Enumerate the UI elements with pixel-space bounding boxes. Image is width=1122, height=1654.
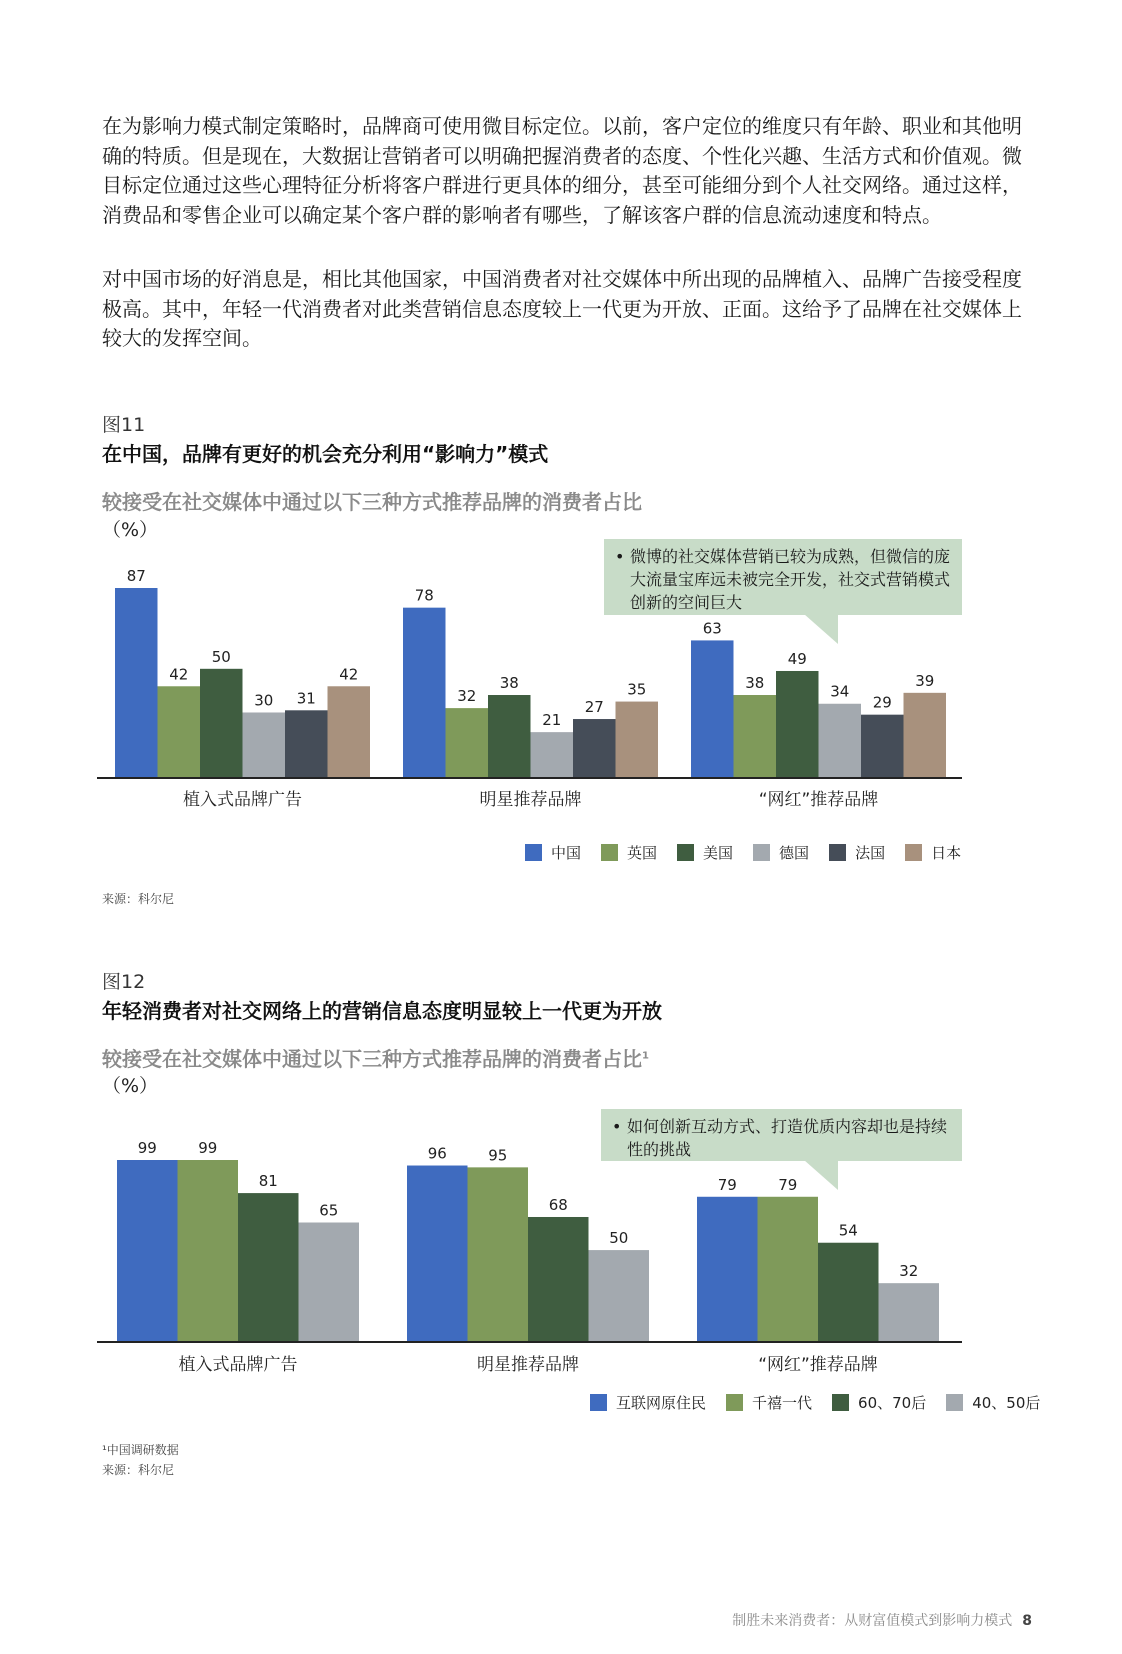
fig12-legend bbox=[570, 1392, 1040, 1413]
fig11-legend bbox=[505, 842, 961, 863]
bar-千禧一代-1 bbox=[468, 1167, 529, 1342]
fig11-source: 来源：科尔尼 bbox=[102, 892, 175, 906]
bar-日本-1 bbox=[616, 702, 659, 778]
legend-swatch bbox=[525, 844, 542, 861]
bar-value-label: 79 bbox=[717, 1175, 737, 1194]
bar-英国-1 bbox=[446, 708, 489, 778]
bar-value-label: 42 bbox=[169, 665, 189, 684]
legend-swatch bbox=[905, 844, 922, 861]
bar-德国-0 bbox=[243, 712, 286, 778]
bar-value-label: 87 bbox=[126, 567, 146, 585]
fig11-title: 在中国，品牌有更好的机会充分利用“影响力”模式 bbox=[102, 442, 549, 466]
fig12-callout bbox=[601, 1109, 962, 1161]
legend-swatch bbox=[601, 844, 618, 861]
bar-value-label: 35 bbox=[627, 680, 647, 699]
bar-value-label: 96 bbox=[427, 1144, 447, 1163]
legend-label: 日本 bbox=[931, 844, 962, 862]
category-label: 明星推荐品牌 bbox=[479, 790, 582, 810]
bar-60、70后-1 bbox=[528, 1217, 589, 1342]
bar-60、70后-0 bbox=[238, 1193, 299, 1342]
bar-value-label: 63 bbox=[702, 619, 722, 638]
footer-title: 制胜未来消费者：从财富值模式到影响力模式 bbox=[732, 1613, 1013, 1629]
fig12-subtitle bbox=[102, 1043, 649, 1072]
legend-label: 千禧一代 bbox=[752, 1394, 813, 1412]
bar-value-label: 95 bbox=[488, 1146, 508, 1165]
legend-label: 60、70后 bbox=[858, 1394, 927, 1412]
bar-日本-2 bbox=[904, 693, 947, 778]
body-paragraph-2: 对中国市场的好消息是，相比其他国家，中国消费者对社交媒体中所出现的品牌植入、品牌广告接受程度极高。其中，年轻一代消费者对此类营销信息态度较上一代更为开放、正面。这给予了品牌在社交媒体上较大的发挥空间。 bbox=[102, 267, 1022, 350]
fig11-callout-text: 微博的社交媒体营销已较为成熟，但微信的庞大流量宝库远未被完全开发，社交式营销模式创新的空间巨大 bbox=[630, 547, 951, 612]
bar-英国-2 bbox=[734, 695, 777, 778]
bar-value-label: 65 bbox=[319, 1201, 339, 1220]
legend-item bbox=[726, 1392, 812, 1413]
fig12-callout-text: 如何创新互动方式、打造优质内容却也是持续性的挑战 bbox=[627, 1117, 948, 1159]
bar-value-label: 49 bbox=[787, 649, 807, 668]
bar-value-label: 27 bbox=[584, 698, 604, 717]
legend-item bbox=[590, 1392, 706, 1413]
bar-value-label: 42 bbox=[339, 665, 359, 684]
bar-德国-1 bbox=[531, 732, 574, 778]
bar-中国-1 bbox=[403, 608, 446, 778]
legend-swatch bbox=[590, 1394, 607, 1411]
bar-美国-1 bbox=[488, 695, 531, 778]
bar-德国-2 bbox=[819, 704, 862, 778]
fig12-subtitle-text: 较接受在社交媒体中通过以下三种方式推荐品牌的消费者占比 bbox=[102, 1047, 642, 1071]
legend-item bbox=[946, 1392, 1040, 1413]
bar-互联网原住民-1 bbox=[407, 1166, 468, 1342]
fig12-unit: （%） bbox=[102, 1075, 159, 1097]
bar-美国-2 bbox=[776, 671, 819, 778]
legend-item bbox=[829, 842, 885, 863]
bar-value-label: 32 bbox=[899, 1262, 919, 1281]
category-label: 植入式品牌广告 bbox=[183, 790, 302, 810]
category-label: “网红”推荐品牌 bbox=[758, 790, 879, 810]
legend-swatch bbox=[753, 844, 770, 861]
legend-label: 法国 bbox=[855, 844, 886, 862]
page-footer bbox=[732, 1610, 1032, 1630]
category-label: “网红”推荐品牌 bbox=[758, 1355, 878, 1375]
bar-value-label: 39 bbox=[915, 671, 935, 690]
bar-value-label: 79 bbox=[778, 1175, 798, 1194]
bar-英国-0 bbox=[158, 686, 201, 778]
bar-value-label: 50 bbox=[609, 1229, 629, 1248]
bar-40、50后-1 bbox=[589, 1250, 650, 1342]
legend-swatch bbox=[832, 1394, 849, 1411]
fig11-unit: （%） bbox=[102, 519, 159, 541]
fig12-title: 年轻消费者对社交网络上的营销信息态度明显较上一代更为开放 bbox=[102, 999, 662, 1023]
bar-value-label: 38 bbox=[499, 674, 519, 693]
bar-value-label: 32 bbox=[457, 687, 477, 706]
fig12-subtitle-sup: 1 bbox=[642, 1050, 649, 1062]
legend-swatch bbox=[726, 1394, 743, 1411]
fig12-label: 图12 bbox=[102, 971, 146, 993]
fig12-footnote: ¹中国调研数据 bbox=[102, 1443, 179, 1457]
fig11-label: 图11 bbox=[102, 414, 146, 436]
bar-value-label: 30 bbox=[254, 691, 274, 710]
bar-法国-1 bbox=[573, 719, 616, 778]
legend-label: 英国 bbox=[627, 844, 658, 862]
fig12-source: 来源：科尔尼 bbox=[102, 1463, 175, 1477]
category-label: 明星推荐品牌 bbox=[477, 1355, 579, 1375]
page-number: 8 bbox=[1022, 1613, 1032, 1629]
bar-value-label: 38 bbox=[745, 674, 765, 693]
bar-value-label: 29 bbox=[872, 693, 892, 712]
bar-value-label: 50 bbox=[211, 647, 231, 666]
body-paragraph-1: 在为影响力模式制定策略时，品牌商可使用微目标定位。以前，客户定位的维度只有年龄、职业和其他明确的特质。但是现在，大数据让营销者可以明确把握消费者的态度、个性化兴趣、生活方式和价值观。微目标定位通过这些心理特征分析将客户群进行更具体的细分，甚至可能细分到个人社交网络。通过这样，消费品和零售企业可以确定某个客户群的影响者有哪些，了解该客户群的信息流动速度和特点。 bbox=[102, 114, 1022, 227]
legend-item bbox=[525, 842, 581, 863]
bar-互联网原住民-2 bbox=[697, 1197, 758, 1342]
bar-value-label: 99 bbox=[198, 1139, 218, 1157]
legend-swatch bbox=[946, 1394, 963, 1411]
legend-label: 德国 bbox=[779, 844, 810, 862]
bar-日本-0 bbox=[328, 686, 371, 778]
bar-value-label: 99 bbox=[137, 1139, 157, 1157]
bullet-icon: • bbox=[615, 547, 625, 566]
bar-美国-0 bbox=[200, 669, 243, 778]
legend-item bbox=[677, 842, 733, 863]
legend-item bbox=[601, 842, 657, 863]
bullet-icon: • bbox=[612, 1117, 622, 1136]
bar-中国-2 bbox=[691, 640, 734, 778]
bar-中国-0 bbox=[115, 588, 158, 778]
bar-value-label: 54 bbox=[838, 1221, 858, 1240]
legend-swatch bbox=[829, 844, 846, 861]
bar-value-label: 31 bbox=[296, 689, 316, 708]
legend-label: 40、50后 bbox=[972, 1394, 1041, 1412]
bar-互联网原住民-0 bbox=[117, 1160, 178, 1342]
bar-value-label: 81 bbox=[258, 1172, 278, 1191]
bar-value-label: 78 bbox=[414, 586, 434, 605]
bar-千禧一代-2 bbox=[758, 1197, 819, 1342]
bar-value-label: 68 bbox=[548, 1195, 568, 1214]
bar-40、50后-2 bbox=[879, 1283, 940, 1342]
legend-item bbox=[832, 1392, 926, 1413]
bar-千禧一代-0 bbox=[178, 1160, 239, 1342]
bar-value-label: 21 bbox=[542, 711, 562, 730]
legend-item bbox=[753, 842, 809, 863]
bar-60、70后-2 bbox=[818, 1243, 879, 1342]
bar-40、50后-0 bbox=[299, 1223, 360, 1342]
legend-label: 中国 bbox=[551, 844, 582, 862]
bar-法国-2 bbox=[861, 715, 904, 778]
bar-法国-0 bbox=[285, 710, 328, 778]
fig12-callout-tail bbox=[804, 1160, 838, 1190]
legend-swatch bbox=[677, 844, 694, 861]
legend-label: 美国 bbox=[703, 844, 734, 862]
bar-value-label: 34 bbox=[830, 682, 850, 701]
category-label: 植入式品牌广告 bbox=[178, 1355, 298, 1375]
fig11-subtitle: 较接受在社交媒体中通过以下三种方式推荐品牌的消费者占比 bbox=[102, 490, 642, 514]
legend-label: 互联网原住民 bbox=[616, 1394, 707, 1412]
legend-item bbox=[905, 842, 961, 863]
